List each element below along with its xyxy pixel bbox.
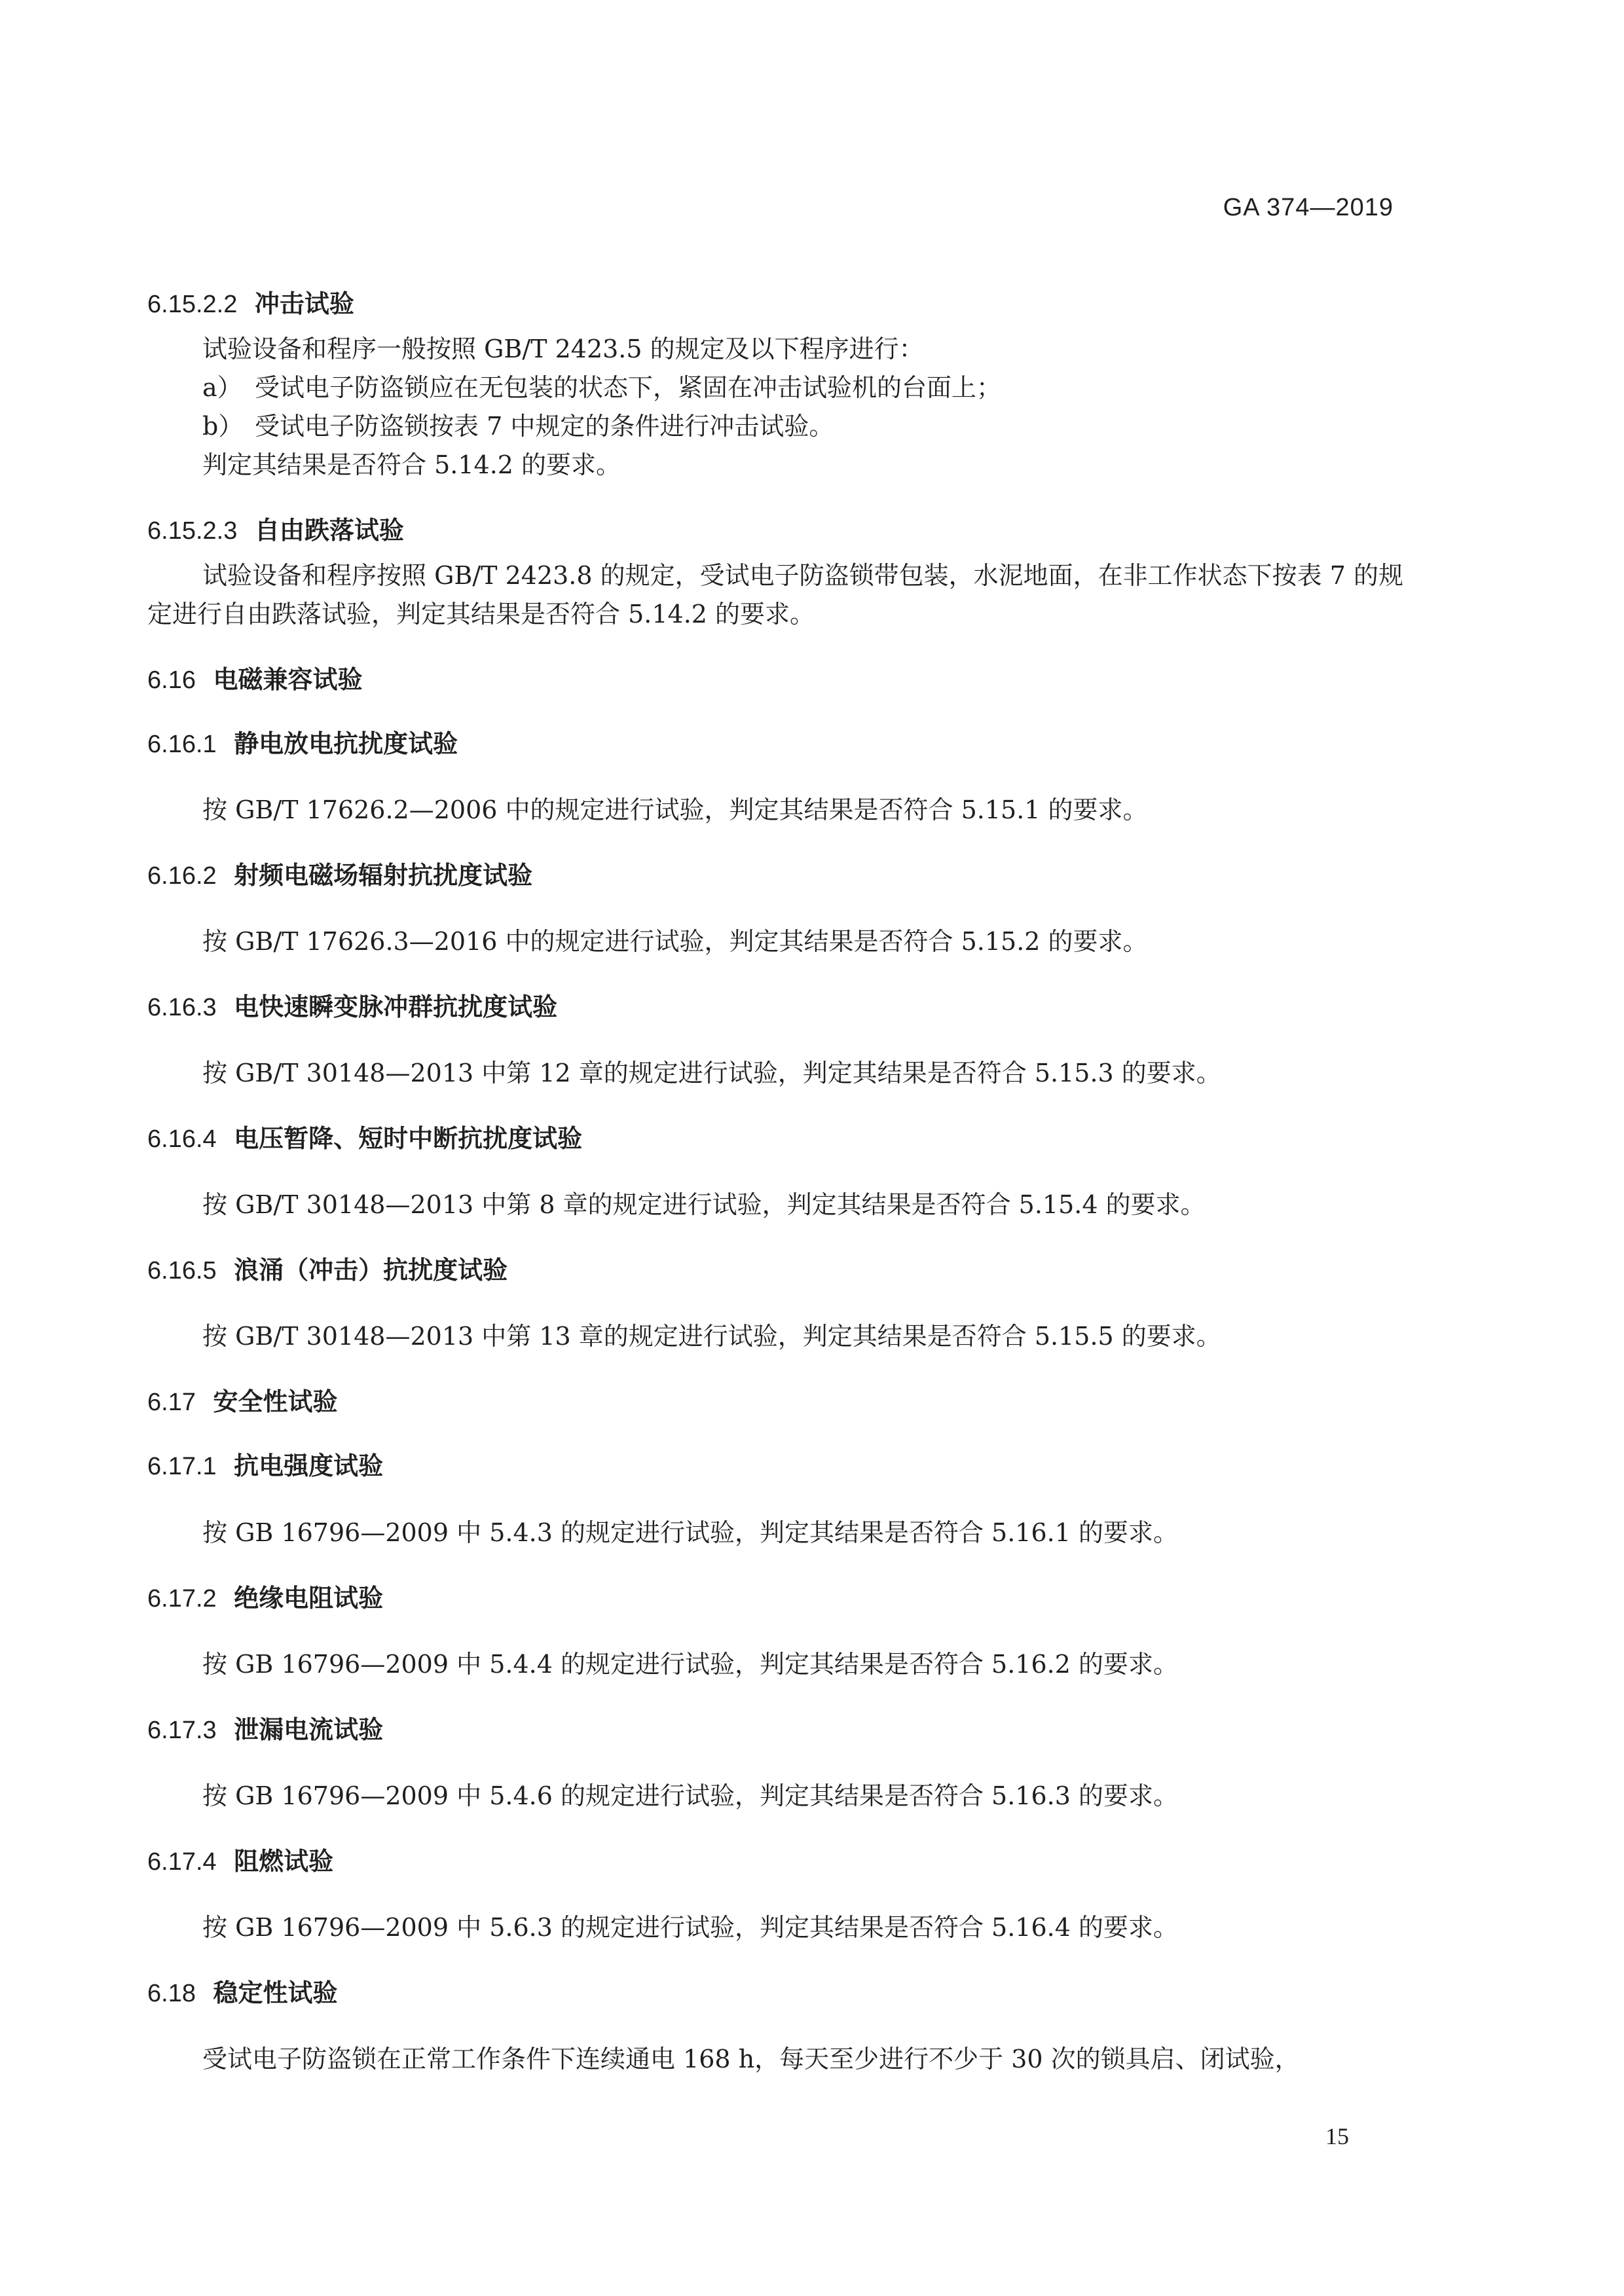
section-heading [147, 1713, 1414, 1748]
paragraph: 按 GB/T 30148—2013 中第 8 章的规定进行试验，判定其结果是否符合 5.15.4 的要求。 [202, 1190, 1206, 1220]
paragraph: 按 GB/T 17626.2—2006 中的规定进行试验，判定其结果是否符合 5.15.1 的要求。 [202, 795, 1148, 825]
section-title: 安全性试验 [213, 1387, 338, 1417]
paragraph: 按 GB/T 30148—2013 中第 12 章的规定进行试验，判定其结果是否符合 5.15.3 的要求。 [202, 1059, 1221, 1088]
section-number: 6.16.4 [147, 1125, 217, 1154]
paragraph: 按 GB 16796—2009 中 5.4.4 的规定进行试验，判定其结果是否符合 5.16.2 的要求。 [202, 1649, 1178, 1679]
section-heading [147, 1121, 1414, 1157]
section-number: 6.17 [147, 1389, 196, 1417]
document-body [147, 287, 1414, 2079]
section-number: 6.16.2 [147, 862, 217, 890]
section-title: 冲击试验 [254, 289, 354, 318]
paragraph: 按 GB/T 30148—2013 中第 13 章的规定进行试验，判定其结果是否符合 5.15.5 的要求。 [202, 1322, 1221, 1351]
section-heading [147, 1253, 1414, 1288]
list-item-text: 受试电子防盗锁按表 7 中规定的条件进行冲击试验。 [255, 411, 834, 441]
section-heading [147, 1449, 1414, 1484]
section-heading [147, 1385, 1414, 1420]
paragraph: 按 GB 16796—2009 中 5.4.6 的规定进行试验，判定其结果是否符合 5.16.3 的要求。 [202, 1781, 1178, 1810]
section-number: 6.18 [147, 1979, 196, 2007]
section-title: 电快速瞬变脉冲群抗扰度试验 [234, 993, 558, 1022]
paragraph: 按 GB 16796—2009 中 5.6.3 的规定进行试验，判定其结果是否符合 5.16.4 的要求。 [202, 1912, 1178, 1942]
paragraph: 按 GB/T 17626.3—2016 中的规定进行试验，判定其结果是否符合 5.15.2 的要求。 [202, 927, 1148, 957]
section-heading [147, 663, 1414, 698]
list-item-text: 受试电子防盗锁应在无包装的状态下，紧固在冲击试验机的台面上； [255, 373, 1002, 403]
paragraph: 按 GB 16796—2009 中 5.4.3 的规定进行试验，判定其结果是否符合 5.16.1 的要求。 [202, 1518, 1178, 1547]
section-heading [147, 1844, 1414, 1880]
paragraph: 受试电子防盗锁在正常工作条件下连续通电 168 h，每天至少进行不少于 30 次的锁具启、闭试验， [202, 2044, 1300, 2073]
section-number: 6.16 [147, 666, 196, 694]
section-title: 绝缘电阻试验 [234, 1583, 384, 1613]
section-heading [147, 1976, 1414, 2011]
list-item [147, 369, 1414, 407]
section-title: 射频电磁场辐射抗扰度试验 [234, 860, 533, 890]
section-title: 自由跌落试验 [254, 515, 404, 545]
section-title: 电磁兼容试验 [213, 665, 363, 694]
section-number: 6.15.2.3 [147, 517, 238, 545]
section-heading [147, 513, 1414, 549]
section-heading [147, 287, 1414, 322]
section-heading [147, 1581, 1414, 1616]
section-number: 6.17.2 [147, 1584, 217, 1613]
paragraph: 试验设备和程序按照 GB/T 2423.8 的规定，受试电子防盗锁带包装，水泥地面，在非工作状态下按表 7 的规定进行自由跌落试验，判定其结果是否符合 5.14.2 的要求。 [147, 560, 1403, 629]
section-heading [147, 858, 1414, 894]
section-title: 稳定性试验 [213, 1978, 338, 2007]
paragraph: 试验设备和程序一般按照 GB/T 2423.5 的规定及以下程序进行： [202, 335, 924, 364]
section-number: 6.17.3 [147, 1716, 217, 1744]
section-title: 电压暂降、短时中断抗扰度试验 [234, 1124, 583, 1154]
section-number: 6.17.4 [147, 1848, 217, 1876]
section-number: 6.15.2.2 [147, 291, 238, 318]
section-title: 静电放电抗扰度试验 [234, 729, 458, 758]
list-item [147, 407, 1414, 446]
list-marker: b） [202, 411, 244, 441]
section-number: 6.16.1 [147, 730, 217, 758]
standard-code-header: GA 374—2019 [1223, 194, 1393, 221]
section-heading [147, 727, 1414, 762]
section-title: 浪涌（冲击）抗扰度试验 [234, 1256, 508, 1285]
paragraph: 判定其结果是否符合 5.14.2 的要求。 [202, 450, 621, 479]
page-number: 15 [1325, 2123, 1349, 2149]
section-heading [147, 990, 1414, 1025]
section-number: 6.16.5 [147, 1257, 217, 1285]
section-number: 6.17.1 [147, 1453, 217, 1481]
section-title: 泄漏电流试验 [234, 1715, 384, 1744]
section-title: 抗电强度试验 [234, 1451, 384, 1481]
section-title: 阻燃试验 [234, 1846, 334, 1876]
section-number: 6.16.3 [147, 994, 217, 1022]
list-marker: a） [202, 373, 242, 403]
